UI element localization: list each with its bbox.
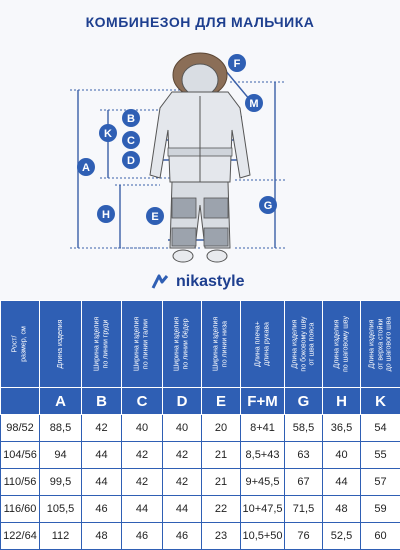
table-cell: 10,5+50: [241, 523, 285, 550]
label-h: H: [102, 209, 110, 221]
table-cell: 48: [323, 496, 361, 523]
letter-cell: E: [202, 388, 241, 415]
letter-cell: A: [40, 388, 82, 415]
table-cell: 46: [122, 523, 163, 550]
table-cell: 116/60: [1, 496, 40, 523]
table-cell: 46: [82, 496, 122, 523]
column-header: Ширина изделия по линии груди: [93, 304, 110, 384]
table-cell: 59: [361, 496, 400, 523]
label-k: K: [104, 128, 112, 140]
letter-cell: G: [285, 388, 323, 415]
column-header: Длина плеча+ длина рукава: [254, 304, 271, 384]
table-cell: 46: [163, 523, 202, 550]
table-cell: 48: [82, 523, 122, 550]
table-cell: 21: [202, 442, 241, 469]
table-row: [1, 415, 400, 442]
table-cell: 44: [323, 469, 361, 496]
table-cell: 55: [361, 442, 400, 469]
letter-cell: F+M: [241, 388, 285, 415]
garment-diagram: [0, 0, 400, 270]
table-cell: 44: [82, 442, 122, 469]
table-cell: 36,5: [323, 415, 361, 442]
page-title: КОМБИНЕЗОН ДЛЯ МАЛЬЧИКА: [0, 14, 400, 30]
header-row: [1, 301, 400, 388]
table-cell: 98/52: [1, 415, 40, 442]
letter-cell: D: [163, 388, 202, 415]
brand-name: nikastyle: [176, 273, 244, 291]
label-e: E: [151, 211, 158, 223]
table-cell: 94: [40, 442, 82, 469]
table-cell: 57: [361, 469, 400, 496]
table-row: [1, 442, 400, 469]
table-cell: 104/56: [1, 442, 40, 469]
column-header: Ширина изделия по линии талии: [134, 304, 151, 384]
table-cell: 63: [285, 442, 323, 469]
label-d: D: [127, 155, 135, 167]
label-m: M: [249, 98, 258, 110]
table-cell: 22: [202, 496, 241, 523]
column-header: Длина изделия: [56, 304, 65, 384]
table-cell: 42: [122, 469, 163, 496]
table-cell: 54: [361, 415, 400, 442]
table-cell: 8,5+43: [241, 442, 285, 469]
table-cell: 122/64: [1, 523, 40, 550]
table-cell: 8+41: [241, 415, 285, 442]
size-table: [0, 300, 400, 550]
label-f: F: [234, 58, 241, 70]
table-cell: 42: [163, 469, 202, 496]
letter-cell: C: [122, 388, 163, 415]
table-cell: 10+47,5: [241, 496, 285, 523]
table-row: [1, 469, 400, 496]
column-header: Рост/ размер, см: [12, 304, 29, 384]
label-a: A: [82, 162, 90, 174]
table-cell: 20: [202, 415, 241, 442]
table-cell: 99,5: [40, 469, 82, 496]
table-cell: 52,5: [323, 523, 361, 550]
table-cell: 21: [202, 469, 241, 496]
table-cell: 105,5: [40, 496, 82, 523]
table-cell: 9+45,5: [241, 469, 285, 496]
letter-cell: K: [361, 388, 400, 415]
label-c: C: [127, 135, 135, 147]
column-header: Ширина изделия по линии бёдер: [174, 304, 191, 384]
table-cell: 58,5: [285, 415, 323, 442]
table-cell: 40: [323, 442, 361, 469]
table-cell: 44: [163, 496, 202, 523]
table-row: [1, 496, 400, 523]
column-header: Ширина изделия по линии низа: [213, 304, 230, 384]
brand-logo: [150, 271, 244, 293]
table-cell: 71,5: [285, 496, 323, 523]
table-cell: 76: [285, 523, 323, 550]
column-header: Длина изделия от верха стойки до шагового шва: [368, 304, 394, 384]
table-cell: 42: [122, 442, 163, 469]
table-cell: 110/56: [1, 469, 40, 496]
column-header: Длина изделия по боковому шву от шва пояса: [291, 304, 317, 384]
table-row: [1, 523, 400, 550]
column-header: Длина изделия по шаговому шву: [333, 304, 350, 384]
label-b: B: [127, 113, 135, 125]
table-cell: 112: [40, 523, 82, 550]
table-cell: 42: [82, 415, 122, 442]
table-cell: 42: [163, 442, 202, 469]
table-cell: 67: [285, 469, 323, 496]
nikastyle-logo-icon: [150, 272, 170, 292]
table-cell: 40: [163, 415, 202, 442]
letter-cell: [1, 388, 40, 415]
letter-cell: H: [323, 388, 361, 415]
label-g: G: [264, 200, 273, 212]
table-cell: 44: [122, 496, 163, 523]
table-cell: 88,5: [40, 415, 82, 442]
letter-cell: B: [82, 388, 122, 415]
table-cell: 60: [361, 523, 400, 550]
table-cell: 44: [82, 469, 122, 496]
table-cell: 40: [122, 415, 163, 442]
letter-row: [1, 388, 400, 415]
table-cell: 23: [202, 523, 241, 550]
